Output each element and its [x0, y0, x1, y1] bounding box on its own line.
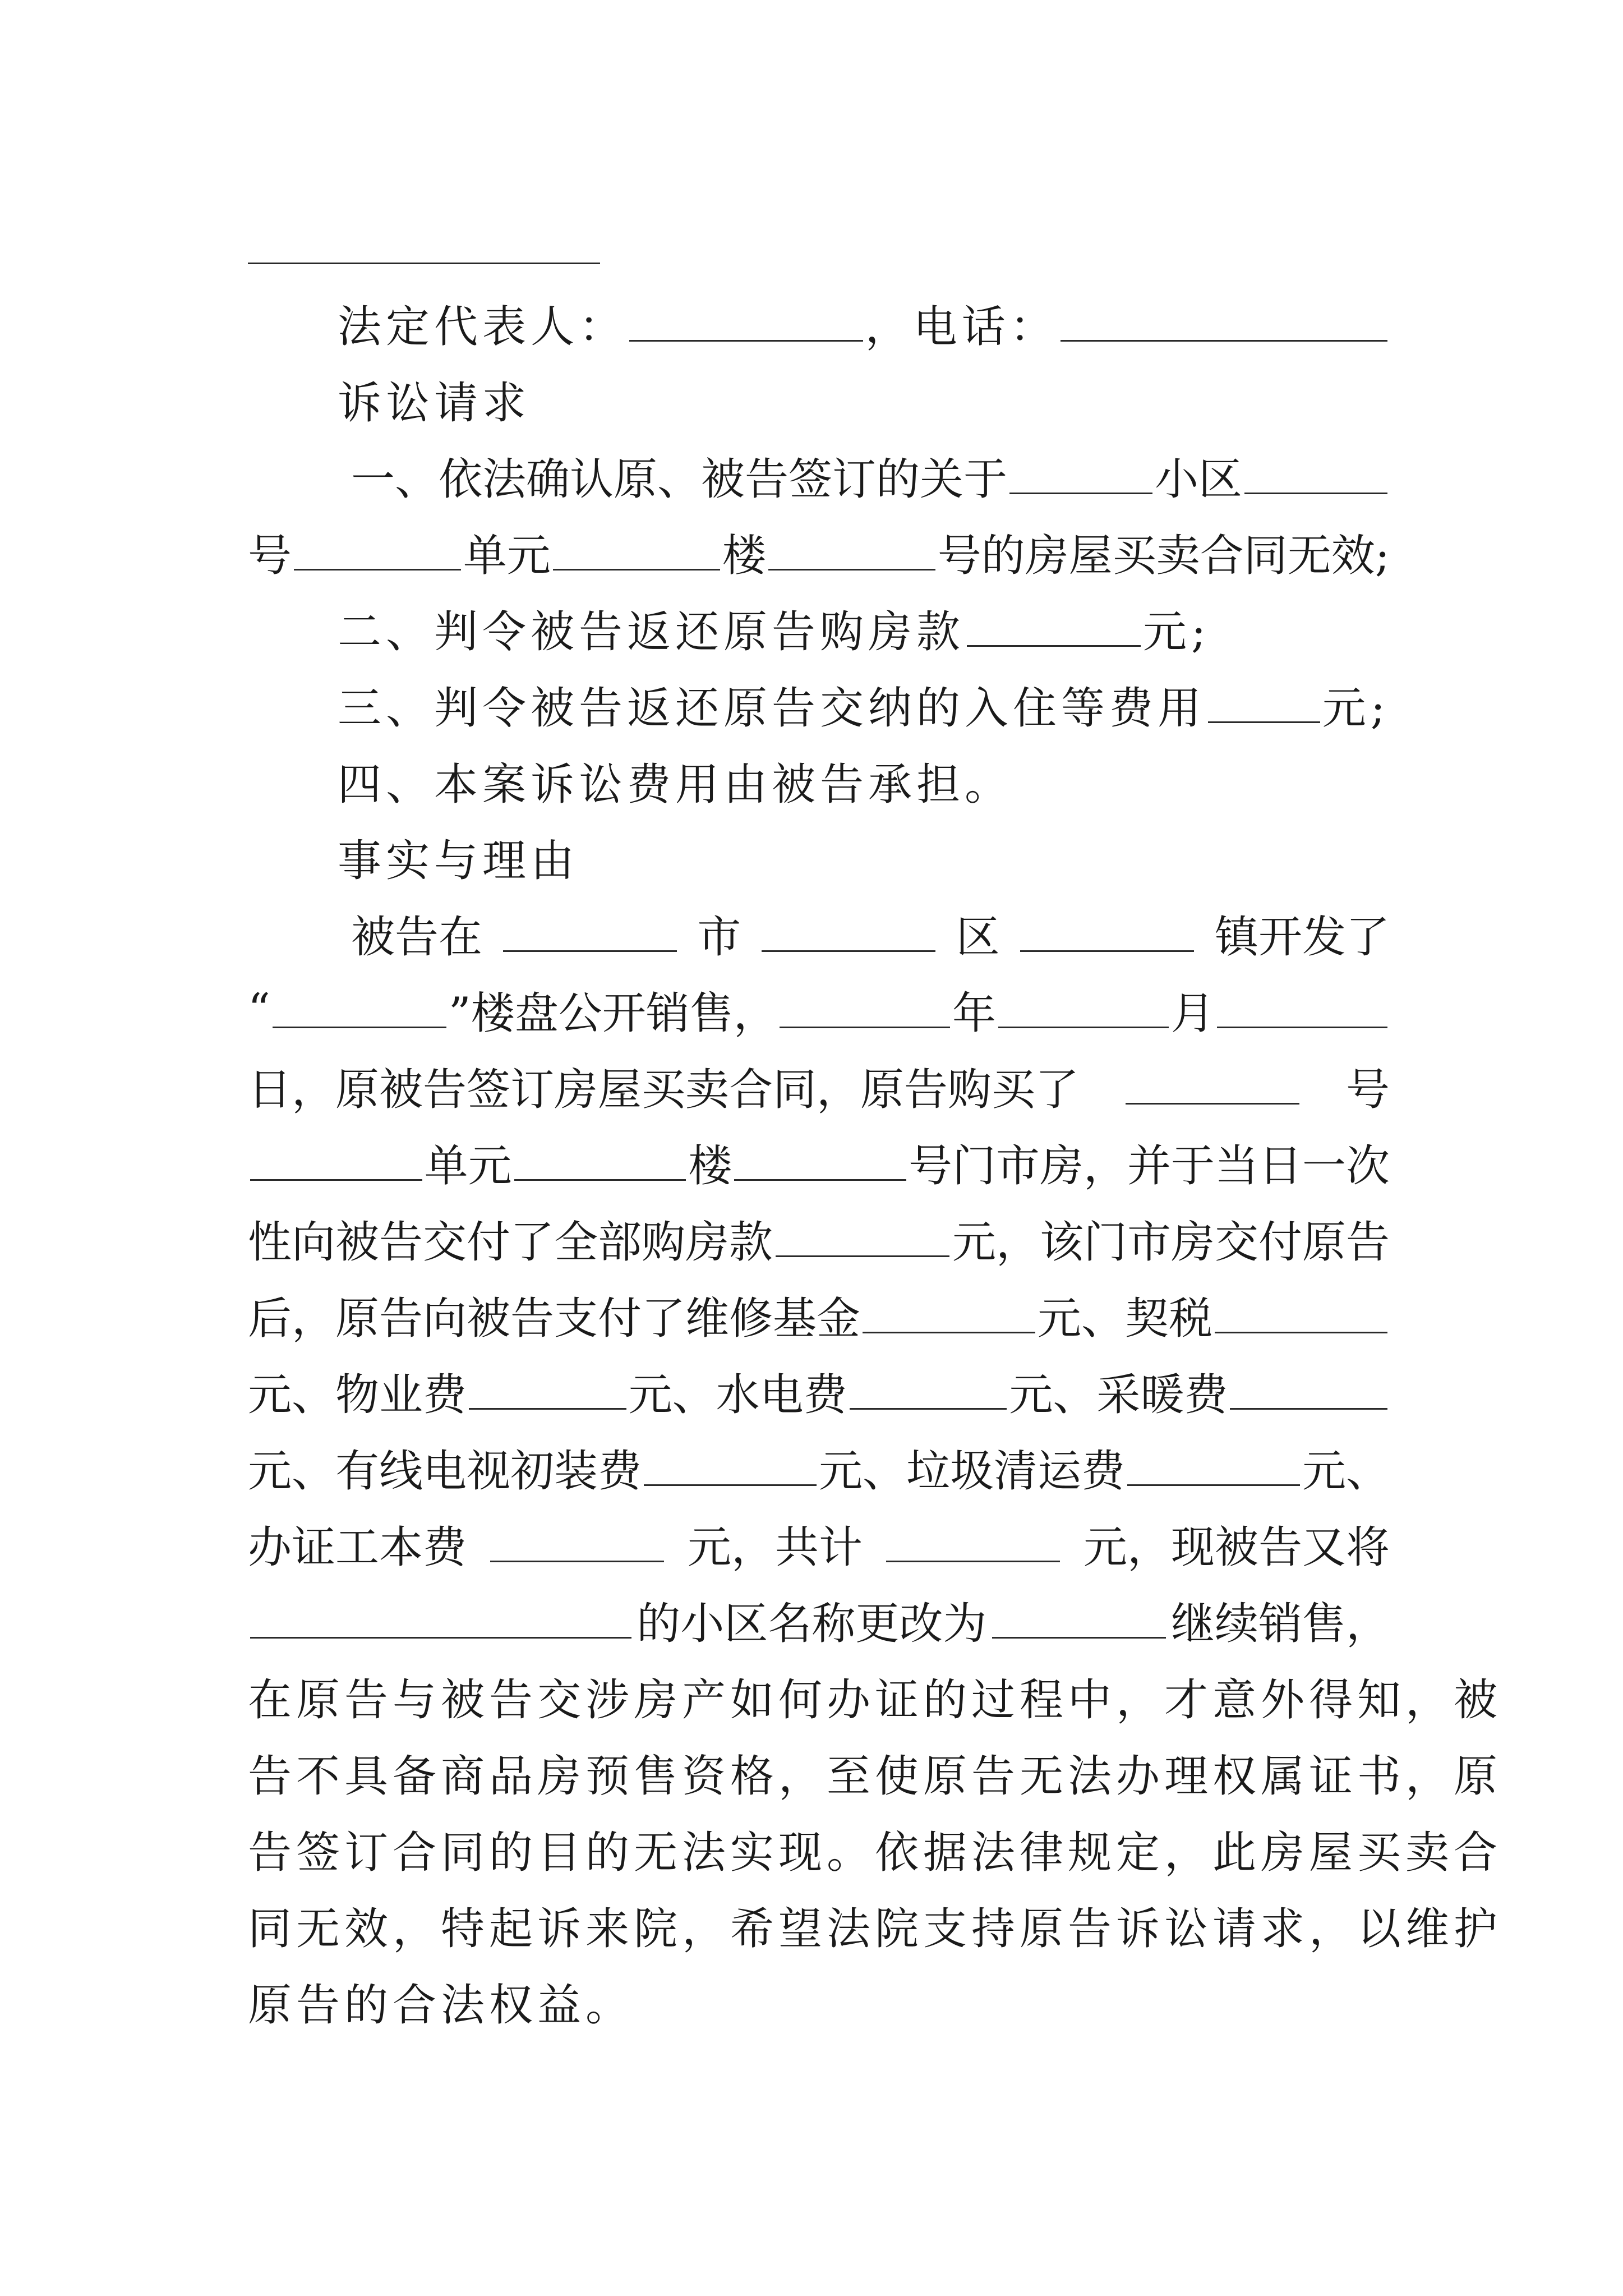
facts-line-14 [248, 1887, 1502, 1963]
facts-line-15 [248, 1963, 1390, 2040]
facts-text-7c: 元、采暖费 [1009, 1370, 1228, 1420]
claim-1-text-a: 一、依法确认原、被告签订的关于 [351, 454, 1008, 505]
claim-3-line [248, 666, 1390, 743]
blank-community [1009, 458, 1152, 494]
facts-text-4c: 号门市房，并于当日一次 [909, 1141, 1390, 1191]
facts-text-3a: 日，原被告签订房屋买卖合同，原告购买了 [248, 1065, 1080, 1115]
facts-line-4 [248, 1124, 1390, 1200]
facts-text-6b: 元、契税 [1038, 1294, 1213, 1344]
blank-bought-unit [250, 1144, 422, 1181]
blank-district [762, 915, 935, 952]
claim-2-line [248, 590, 1390, 666]
facts-line-10 [248, 1582, 1390, 1658]
blank-project-name [273, 992, 446, 1028]
blank-total-fees [886, 1526, 1060, 1562]
blank-utility-fee [850, 1373, 1007, 1410]
facts-line-9 [248, 1506, 1390, 1582]
facts-line-5 [248, 1200, 1390, 1277]
facts-text-2c: 年 [952, 988, 996, 1039]
heading-facts: 事实与理由 [338, 836, 579, 886]
project-name-group [248, 978, 777, 1041]
claim-3-text-b: 元; [1322, 683, 1390, 734]
facts-text-1a: 被告在 [351, 912, 483, 963]
facts-text-15: 原告的合法权益。 [248, 1980, 634, 2031]
blank-floor [553, 534, 720, 570]
blank-new-name [992, 1602, 1166, 1639]
blank-city [503, 915, 677, 952]
blank-purchase-price [967, 610, 1141, 647]
blank-cable-fee [644, 1450, 817, 1486]
blank-building-no [1244, 458, 1387, 494]
facts-text-10b: 继续销售， [1170, 1599, 1390, 1649]
blank-original-name [250, 1602, 631, 1639]
facts-line-1 [248, 895, 1390, 972]
blank-unit [294, 534, 461, 570]
facts-text-2b: ”楼盘公开销售， [448, 988, 777, 1039]
facts-text-11: 在原告与被告交涉房产如何办证的过程中，才意外得知，被 [248, 1675, 1502, 1726]
facts-text-8c: 元、 [1302, 1446, 1390, 1497]
claim-1-text-d: 单元 [463, 531, 551, 581]
facts-text-9c: 元，现被告又将 [1083, 1522, 1390, 1573]
facts-text-13: 告签订合同的目的无法实现。依据法律规定，此房屋买卖合 [248, 1828, 1502, 1878]
facts-line-11 [248, 1658, 1502, 1734]
blank-fees [1208, 687, 1320, 723]
claim-1-text-f: 号的房屋买卖合同无效; [937, 531, 1390, 581]
facts-line-2 [248, 972, 1390, 1048]
blank-maintenance-fund [863, 1297, 1035, 1333]
facts-text-1b: 市 [697, 912, 741, 963]
claim-1-line-2 [248, 514, 1390, 590]
heading-claims: 诉讼请求 [338, 378, 531, 429]
blank-bought-building [1126, 1068, 1299, 1105]
facts-text-3b: 号 [1345, 1065, 1390, 1115]
label-phone: ，电话： [865, 302, 1058, 352]
claim-1-text-c: 号 [248, 531, 292, 581]
facts-text-2a: “ [248, 984, 270, 1035]
facts-line-13 [248, 1811, 1502, 1887]
claim-1-line-1 [248, 438, 1390, 514]
facts-text-9b: 元，共计 [687, 1522, 863, 1573]
blank-phone [1061, 305, 1387, 342]
blank-room [768, 534, 935, 570]
facts-text-8a: 元、有线电视初装费 [248, 1446, 642, 1497]
blank-property-fee [469, 1373, 626, 1410]
blank-bought-room [734, 1144, 906, 1181]
section-heading-facts [248, 819, 1390, 895]
claim-4-text: 四、本案诉讼费用由被告承担。 [338, 760, 1013, 810]
claim-2-text-b: 元; [1143, 607, 1211, 657]
representative-line [248, 285, 1390, 361]
facts-text-8b: 元、垃圾清运费 [818, 1446, 1125, 1497]
blank-day [1217, 992, 1387, 1028]
facts-text-14: 同无效，特起诉来院，希望法院支持原告诉讼请求，以维护 [248, 1904, 1502, 1954]
section-heading-claims [248, 361, 1390, 438]
blank-year [780, 992, 950, 1028]
blank-garbage-fee [1127, 1450, 1300, 1486]
facts-text-9a: 办证工本费 [248, 1522, 467, 1573]
facts-text-10a: 的小区名称更改为 [637, 1599, 987, 1649]
claim-3-text-a: 三、判令被告返还原告交纳的入住等费用 [338, 683, 1206, 734]
blank-town [1020, 915, 1194, 952]
claim-1-text-b: 小区 [1155, 454, 1243, 505]
facts-line-8 [248, 1429, 1390, 1506]
facts-line-7 [248, 1353, 1390, 1429]
claim-1-text-e: 楼 [722, 531, 766, 581]
facts-text-4a: 单元 [424, 1141, 512, 1191]
facts-line-12 [248, 1734, 1502, 1811]
top-rule [248, 263, 600, 264]
blank-representative [629, 305, 863, 342]
claim-2-text-a: 二、判令被告返还原告购房款 [338, 607, 965, 657]
blank-heating-fee [1230, 1373, 1387, 1410]
document-body [248, 285, 1502, 2040]
label-representative: 法定代表人： [338, 302, 628, 352]
facts-text-5a: 性向被告交付了全部购房款 [248, 1217, 773, 1268]
facts-line-6 [248, 1277, 1390, 1353]
facts-text-1c: 区 [956, 912, 1000, 963]
facts-text-4b: 楼 [688, 1141, 732, 1191]
blank-deed-tax [1215, 1297, 1387, 1333]
blank-certificate-fee [490, 1526, 664, 1562]
facts-text-6a: 后，原告向被告支付了维修基金 [248, 1294, 861, 1344]
facts-line-3 [248, 1048, 1390, 1124]
facts-text-12: 告不具备商品房预售资格，至使原告无法办理权属证书，原 [248, 1751, 1502, 1802]
facts-text-5b: 元，该门市房交付原告 [952, 1217, 1390, 1268]
blank-bought-floor [514, 1144, 686, 1181]
blank-total-payment [776, 1221, 949, 1257]
facts-text-7a: 元、物业费 [248, 1370, 467, 1420]
facts-text-7b: 元、水电费 [628, 1370, 847, 1420]
facts-text-1d: 镇开发了 [1214, 912, 1390, 963]
facts-text-2d: 月 [1170, 988, 1215, 1039]
blank-month [998, 992, 1169, 1028]
claim-4-line [248, 743, 1390, 819]
